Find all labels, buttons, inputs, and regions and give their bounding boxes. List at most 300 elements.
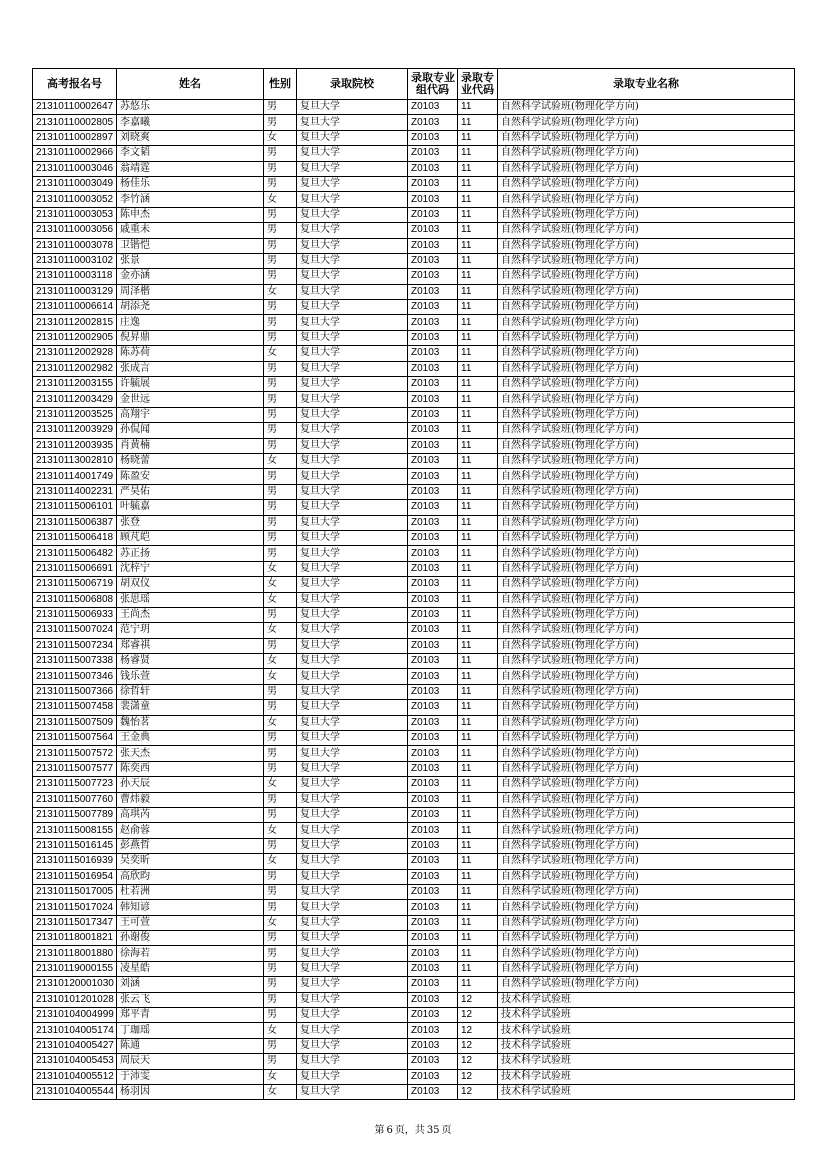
cell-exam-id: 21310115006719 — [33, 577, 117, 592]
cell-major-code: 11 — [458, 654, 498, 669]
cell-group-code: Z0103 — [408, 561, 458, 576]
cell-school: 复旦大学 — [297, 392, 408, 407]
cell-school: 复旦大学 — [297, 1085, 408, 1100]
cell-name: 陈奕西 — [117, 761, 264, 776]
cell-group-code: Z0103 — [408, 915, 458, 930]
cell-major-code: 11 — [458, 561, 498, 576]
cell-sex: 男 — [264, 161, 297, 176]
cell-group-code: Z0103 — [408, 484, 458, 499]
table-row — [33, 284, 795, 299]
cell-major-name: 自然科学试验班(物理化学方向) — [498, 823, 795, 838]
cell-exam-id: 21310112003525 — [33, 407, 117, 422]
cell-exam-id: 21310104004999 — [33, 1008, 117, 1023]
cell-name: 张成言 — [117, 361, 264, 376]
cell-sex: 男 — [264, 869, 297, 884]
cell-exam-id: 21310114002231 — [33, 484, 117, 499]
cell-sex: 男 — [264, 792, 297, 807]
cell-exam-id: 21310115007760 — [33, 792, 117, 807]
cell-school: 复旦大学 — [297, 161, 408, 176]
cell-major-name: 自然科学试验班(物理化学方向) — [498, 146, 795, 161]
cell-name: 翁靖霆 — [117, 161, 264, 176]
cell-name: 于沛雯 — [117, 1069, 264, 1084]
cell-name: 金世远 — [117, 392, 264, 407]
cell-major-name: 自然科学试验班(物理化学方向) — [498, 684, 795, 699]
cell-group-code: Z0103 — [408, 300, 458, 315]
table-row — [33, 469, 795, 484]
cell-school: 复旦大学 — [297, 638, 408, 653]
cell-sex: 女 — [264, 1085, 297, 1100]
header-school: 录取院校 — [297, 69, 408, 100]
cell-exam-id: 21310115006808 — [33, 592, 117, 607]
cell-sex: 男 — [264, 407, 297, 422]
cell-exam-id: 21310115007366 — [33, 684, 117, 699]
cell-group-code: Z0103 — [408, 823, 458, 838]
cell-school: 复旦大学 — [297, 238, 408, 253]
cell-group-code: Z0103 — [408, 1038, 458, 1053]
cell-sex: 男 — [264, 931, 297, 946]
cell-exam-id: 21310110002897 — [33, 130, 117, 145]
cell-exam-id: 21310115007564 — [33, 731, 117, 746]
cell-sex: 男 — [264, 515, 297, 530]
table-row — [33, 654, 795, 669]
table-row — [33, 807, 795, 822]
cell-name: 杨睿贤 — [117, 654, 264, 669]
cell-name: 高琪芮 — [117, 807, 264, 822]
footer-prefix: 第 — [374, 1125, 385, 1136]
cell-group-code: Z0103 — [408, 377, 458, 392]
cell-sex: 男 — [264, 731, 297, 746]
cell-major-code: 11 — [458, 884, 498, 899]
cell-name: 卫锴恺 — [117, 238, 264, 253]
cell-group-code: Z0103 — [408, 777, 458, 792]
cell-name: 戚重未 — [117, 223, 264, 238]
table-row — [33, 223, 795, 238]
table-row — [33, 546, 795, 561]
cell-school: 复旦大学 — [297, 453, 408, 468]
table-row — [33, 1085, 795, 1100]
cell-name: 丁珈瑶 — [117, 1023, 264, 1038]
cell-school: 复旦大学 — [297, 223, 408, 238]
cell-group-code: Z0103 — [408, 546, 458, 561]
cell-school: 复旦大学 — [297, 1023, 408, 1038]
cell-school: 复旦大学 — [297, 669, 408, 684]
cell-group-code: Z0103 — [408, 931, 458, 946]
cell-exam-id: 21310110002805 — [33, 115, 117, 130]
cell-exam-id: 21310115006482 — [33, 546, 117, 561]
admission-table — [32, 68, 795, 1100]
cell-group-code: Z0103 — [408, 346, 458, 361]
cell-sex: 男 — [264, 253, 297, 268]
table-row — [33, 792, 795, 807]
cell-major-name: 自然科学试验班(物理化学方向) — [498, 530, 795, 545]
footer-total-pages: 35 — [426, 1125, 440, 1136]
cell-major-code: 11 — [458, 330, 498, 345]
cell-major-name: 自然科学试验班(物理化学方向) — [498, 300, 795, 315]
cell-name: 顾芃皑 — [117, 530, 264, 545]
cell-name: 杨佳乐 — [117, 176, 264, 191]
table-row — [33, 607, 795, 622]
cell-major-code: 12 — [458, 1085, 498, 1100]
cell-exam-id: 21310115007789 — [33, 807, 117, 822]
header-major-code: 录取专 业代码 — [458, 69, 498, 100]
cell-major-name: 自然科学试验班(物理化学方向) — [498, 746, 795, 761]
cell-exam-id: 21310118001880 — [33, 946, 117, 961]
cell-major-code: 12 — [458, 1069, 498, 1084]
cell-exam-id: 21310112003929 — [33, 423, 117, 438]
cell-school: 复旦大学 — [297, 715, 408, 730]
cell-major-name: 自然科学试验班(物理化学方向) — [498, 423, 795, 438]
cell-major-name: 自然科学试验班(物理化学方向) — [498, 623, 795, 638]
cell-sex: 男 — [264, 607, 297, 622]
cell-exam-id: 21310115008155 — [33, 823, 117, 838]
cell-sex: 男 — [264, 684, 297, 699]
cell-sex: 男 — [264, 807, 297, 822]
cell-sex: 男 — [264, 176, 297, 191]
cell-name: 肖黄楠 — [117, 438, 264, 453]
cell-exam-id: 21310114001749 — [33, 469, 117, 484]
table-row — [33, 392, 795, 407]
cell-exam-id: 21310101201028 — [33, 992, 117, 1007]
cell-name: 杨羽因 — [117, 1085, 264, 1100]
cell-school: 复旦大学 — [297, 592, 408, 607]
cell-sex: 男 — [264, 315, 297, 330]
cell-major-name: 自然科学试验班(物理化学方向) — [498, 854, 795, 869]
cell-name: 陈苏荷 — [117, 346, 264, 361]
cell-exam-id: 21310115007577 — [33, 761, 117, 776]
cell-sex: 女 — [264, 1069, 297, 1084]
cell-group-code: Z0103 — [408, 746, 458, 761]
cell-major-code: 11 — [458, 977, 498, 992]
cell-name: 刘晓爽 — [117, 130, 264, 145]
cell-sex: 女 — [264, 453, 297, 468]
cell-group-code: Z0103 — [408, 715, 458, 730]
cell-major-name: 自然科学试验班(物理化学方向) — [498, 884, 795, 899]
cell-major-code: 11 — [458, 392, 498, 407]
cell-school: 复旦大学 — [297, 1038, 408, 1053]
cell-group-code: Z0103 — [408, 115, 458, 130]
cell-name: 胡双仪 — [117, 577, 264, 592]
cell-group-code: Z0103 — [408, 100, 458, 115]
cell-school: 复旦大学 — [297, 300, 408, 315]
table-row — [33, 823, 795, 838]
cell-exam-id: 21310110003129 — [33, 284, 117, 299]
cell-school: 复旦大学 — [297, 654, 408, 669]
cell-major-name: 自然科学试验班(物理化学方向) — [498, 115, 795, 130]
cell-name: 陈盈安 — [117, 469, 264, 484]
cell-major-name: 自然科学试验班(物理化学方向) — [498, 269, 795, 284]
cell-major-name: 自然科学试验班(物理化学方向) — [498, 176, 795, 191]
cell-exam-id: 21310115006418 — [33, 530, 117, 545]
cell-name: 凌星皓 — [117, 961, 264, 976]
cell-sex: 女 — [264, 577, 297, 592]
table-row — [33, 192, 795, 207]
header-name: 姓名 — [117, 69, 264, 100]
cell-name: 金亦涵 — [117, 269, 264, 284]
cell-sex: 男 — [264, 100, 297, 115]
page-footer — [0, 1121, 826, 1136]
table-row — [33, 869, 795, 884]
cell-sex: 男 — [264, 946, 297, 961]
cell-name: 韩知谚 — [117, 900, 264, 915]
cell-group-code: Z0103 — [408, 869, 458, 884]
cell-group-code: Z0103 — [408, 453, 458, 468]
cell-group-code: Z0103 — [408, 438, 458, 453]
cell-group-code: Z0103 — [408, 684, 458, 699]
cell-exam-id: 21310104005174 — [33, 1023, 117, 1038]
table-row — [33, 253, 795, 268]
table-row — [33, 438, 795, 453]
table-header-row — [33, 69, 795, 100]
table-row — [33, 315, 795, 330]
cell-major-name: 自然科学试验班(物理化学方向) — [498, 777, 795, 792]
cell-name: 孙谢俊 — [117, 931, 264, 946]
cell-school: 复旦大学 — [297, 423, 408, 438]
cell-group-code: Z0103 — [408, 1085, 458, 1100]
cell-sex: 女 — [264, 130, 297, 145]
cell-major-code: 11 — [458, 300, 498, 315]
cell-school: 复旦大学 — [297, 823, 408, 838]
cell-major-name: 自然科学试验班(物理化学方向) — [498, 238, 795, 253]
cell-school: 复旦大学 — [297, 577, 408, 592]
cell-school: 复旦大学 — [297, 269, 408, 284]
cell-major-name: 自然科学试验班(物理化学方向) — [498, 700, 795, 715]
cell-name: 王可萱 — [117, 915, 264, 930]
cell-school: 复旦大学 — [297, 484, 408, 499]
cell-exam-id: 21310115007346 — [33, 669, 117, 684]
cell-major-code: 11 — [458, 823, 498, 838]
cell-major-name: 自然科学试验班(物理化学方向) — [498, 654, 795, 669]
cell-name: 孙天辰 — [117, 777, 264, 792]
cell-sex: 女 — [264, 346, 297, 361]
cell-name: 王金典 — [117, 731, 264, 746]
table-row — [33, 731, 795, 746]
table-row — [33, 361, 795, 376]
cell-group-code: Z0103 — [408, 854, 458, 869]
cell-name: 王尚杰 — [117, 607, 264, 622]
cell-major-name: 自然科学试验班(物理化学方向) — [498, 192, 795, 207]
cell-name: 苏正扬 — [117, 546, 264, 561]
cell-school: 复旦大学 — [297, 807, 408, 822]
cell-major-code: 11 — [458, 530, 498, 545]
cell-school: 复旦大学 — [297, 946, 408, 961]
table-row — [33, 115, 795, 130]
cell-group-code: Z0103 — [408, 192, 458, 207]
cell-major-name: 自然科学试验班(物理化学方向) — [498, 577, 795, 592]
cell-exam-id: 21310115006933 — [33, 607, 117, 622]
cell-sex: 女 — [264, 777, 297, 792]
cell-exam-id: 21310110003052 — [33, 192, 117, 207]
cell-school: 复旦大学 — [297, 469, 408, 484]
cell-sex: 女 — [264, 192, 297, 207]
cell-exam-id: 21310115007338 — [33, 654, 117, 669]
table-row — [33, 453, 795, 468]
cell-group-code: Z0103 — [408, 361, 458, 376]
cell-major-name: 自然科学试验班(物理化学方向) — [498, 638, 795, 653]
cell-school: 复旦大学 — [297, 361, 408, 376]
cell-school: 复旦大学 — [297, 700, 408, 715]
cell-group-code: Z0103 — [408, 146, 458, 161]
cell-major-code: 12 — [458, 992, 498, 1007]
cell-group-code: Z0103 — [408, 592, 458, 607]
cell-group-code: Z0103 — [408, 530, 458, 545]
cell-name: 高欣昀 — [117, 869, 264, 884]
cell-group-code: Z0103 — [408, 515, 458, 530]
cell-exam-id: 21310115007458 — [33, 700, 117, 715]
cell-group-code: Z0103 — [408, 900, 458, 915]
cell-major-name: 自然科学试验班(物理化学方向) — [498, 977, 795, 992]
cell-sex: 男 — [264, 900, 297, 915]
cell-school: 复旦大学 — [297, 992, 408, 1007]
cell-sex: 女 — [264, 669, 297, 684]
table-row — [33, 176, 795, 191]
cell-sex: 男 — [264, 1054, 297, 1069]
cell-group-code: Z0103 — [408, 1069, 458, 1084]
cell-sex: 女 — [264, 854, 297, 869]
cell-school: 复旦大学 — [297, 854, 408, 869]
cell-major-name: 自然科学试验班(物理化学方向) — [498, 546, 795, 561]
cell-exam-id: 21310104005512 — [33, 1069, 117, 1084]
cell-group-code: Z0103 — [408, 807, 458, 822]
cell-major-name: 自然科学试验班(物理化学方向) — [498, 731, 795, 746]
table-row — [33, 977, 795, 992]
cell-major-name: 技术科学试验班 — [498, 1008, 795, 1023]
cell-group-code: Z0103 — [408, 269, 458, 284]
table-row — [33, 1069, 795, 1084]
table-row — [33, 146, 795, 161]
cell-exam-id: 21310104005544 — [33, 1085, 117, 1100]
cell-sex: 男 — [264, 423, 297, 438]
cell-major-name: 自然科学试验班(物理化学方向) — [498, 869, 795, 884]
table-row — [33, 1023, 795, 1038]
cell-exam-id: 21310110003046 — [33, 161, 117, 176]
cell-sex: 女 — [264, 592, 297, 607]
cell-exam-id: 21310115007572 — [33, 746, 117, 761]
cell-exam-id: 21310112003429 — [33, 392, 117, 407]
cell-major-code: 11 — [458, 700, 498, 715]
cell-major-name: 自然科学试验班(物理化学方向) — [498, 931, 795, 946]
cell-school: 复旦大学 — [297, 284, 408, 299]
cell-major-code: 11 — [458, 484, 498, 499]
cell-major-name: 自然科学试验班(物理化学方向) — [498, 438, 795, 453]
cell-major-name: 自然科学试验班(物理化学方向) — [498, 500, 795, 515]
cell-group-code: Z0103 — [408, 607, 458, 622]
cell-major-name: 自然科学试验班(物理化学方向) — [498, 453, 795, 468]
cell-name: 孙侃闻 — [117, 423, 264, 438]
table-row — [33, 330, 795, 345]
cell-sex: 男 — [264, 392, 297, 407]
cell-group-code: Z0103 — [408, 469, 458, 484]
cell-major-name: 技术科学试验班 — [498, 1054, 795, 1069]
table-row — [33, 1054, 795, 1069]
cell-sex: 男 — [264, 223, 297, 238]
cell-major-code: 11 — [458, 407, 498, 422]
cell-school: 复旦大学 — [297, 838, 408, 853]
cell-school: 复旦大学 — [297, 192, 408, 207]
table-row — [33, 484, 795, 499]
cell-sex: 男 — [264, 300, 297, 315]
cell-major-code: 11 — [458, 253, 498, 268]
cell-major-name: 自然科学试验班(物理化学方向) — [498, 946, 795, 961]
header-group-code: 录取专业 组代码 — [408, 69, 458, 100]
cell-major-code: 11 — [458, 838, 498, 853]
cell-major-code: 11 — [458, 238, 498, 253]
cell-major-code: 11 — [458, 100, 498, 115]
cell-major-name: 自然科学试验班(物理化学方向) — [498, 315, 795, 330]
table-row — [33, 346, 795, 361]
cell-name: 严昊佑 — [117, 484, 264, 499]
cell-name: 杨晓蕾 — [117, 453, 264, 468]
cell-exam-id: 21310112002928 — [33, 346, 117, 361]
table-row — [33, 900, 795, 915]
cell-school: 复旦大学 — [297, 915, 408, 930]
cell-name: 胡添尧 — [117, 300, 264, 315]
cell-major-code: 11 — [458, 223, 498, 238]
cell-school: 复旦大学 — [297, 777, 408, 792]
cell-major-name: 自然科学试验班(物理化学方向) — [498, 100, 795, 115]
cell-school: 复旦大学 — [297, 207, 408, 222]
cell-sex: 女 — [264, 284, 297, 299]
cell-school: 复旦大学 — [297, 530, 408, 545]
cell-group-code: Z0103 — [408, 1054, 458, 1069]
cell-major-code: 12 — [458, 1008, 498, 1023]
cell-exam-id: 21310112002982 — [33, 361, 117, 376]
table-row — [33, 931, 795, 946]
cell-group-code: Z0103 — [408, 700, 458, 715]
cell-major-code: 11 — [458, 500, 498, 515]
cell-exam-id: 21310115006101 — [33, 500, 117, 515]
cell-exam-id: 21310118001821 — [33, 931, 117, 946]
table-row — [33, 515, 795, 530]
cell-school: 复旦大学 — [297, 746, 408, 761]
table-row — [33, 407, 795, 422]
cell-school: 复旦大学 — [297, 253, 408, 268]
cell-name: 叶毓嘉 — [117, 500, 264, 515]
cell-sex: 男 — [264, 638, 297, 653]
cell-school: 复旦大学 — [297, 1008, 408, 1023]
cell-major-code: 11 — [458, 931, 498, 946]
cell-group-code: Z0103 — [408, 161, 458, 176]
cell-group-code: Z0103 — [408, 238, 458, 253]
cell-name: 许毓展 — [117, 377, 264, 392]
cell-group-code: Z0103 — [408, 1023, 458, 1038]
cell-major-code: 11 — [458, 146, 498, 161]
cell-name: 张思瑶 — [117, 592, 264, 607]
cell-group-code: Z0103 — [408, 669, 458, 684]
cell-name: 魏怡茗 — [117, 715, 264, 730]
cell-exam-id: 21310115007234 — [33, 638, 117, 653]
cell-school: 复旦大学 — [297, 130, 408, 145]
cell-exam-id: 21310110003049 — [33, 176, 117, 191]
cell-exam-id: 21310120001030 — [33, 977, 117, 992]
cell-school: 复旦大学 — [297, 115, 408, 130]
cell-name: 徐海若 — [117, 946, 264, 961]
footer-suffix: 页 — [441, 1125, 452, 1136]
cell-sex: 女 — [264, 915, 297, 930]
cell-school: 复旦大学 — [297, 407, 408, 422]
cell-exam-id: 21310115006691 — [33, 561, 117, 576]
cell-sex: 男 — [264, 330, 297, 345]
cell-sex: 男 — [264, 146, 297, 161]
cell-major-name: 自然科学试验班(物理化学方向) — [498, 669, 795, 684]
footer-mid: 页，共 — [394, 1125, 425, 1136]
cell-name: 张登 — [117, 515, 264, 530]
cell-group-code: Z0103 — [408, 1008, 458, 1023]
table-row — [33, 269, 795, 284]
cell-major-code: 11 — [458, 577, 498, 592]
cell-major-code: 11 — [458, 777, 498, 792]
cell-major-code: 11 — [458, 469, 498, 484]
cell-group-code: Z0103 — [408, 946, 458, 961]
